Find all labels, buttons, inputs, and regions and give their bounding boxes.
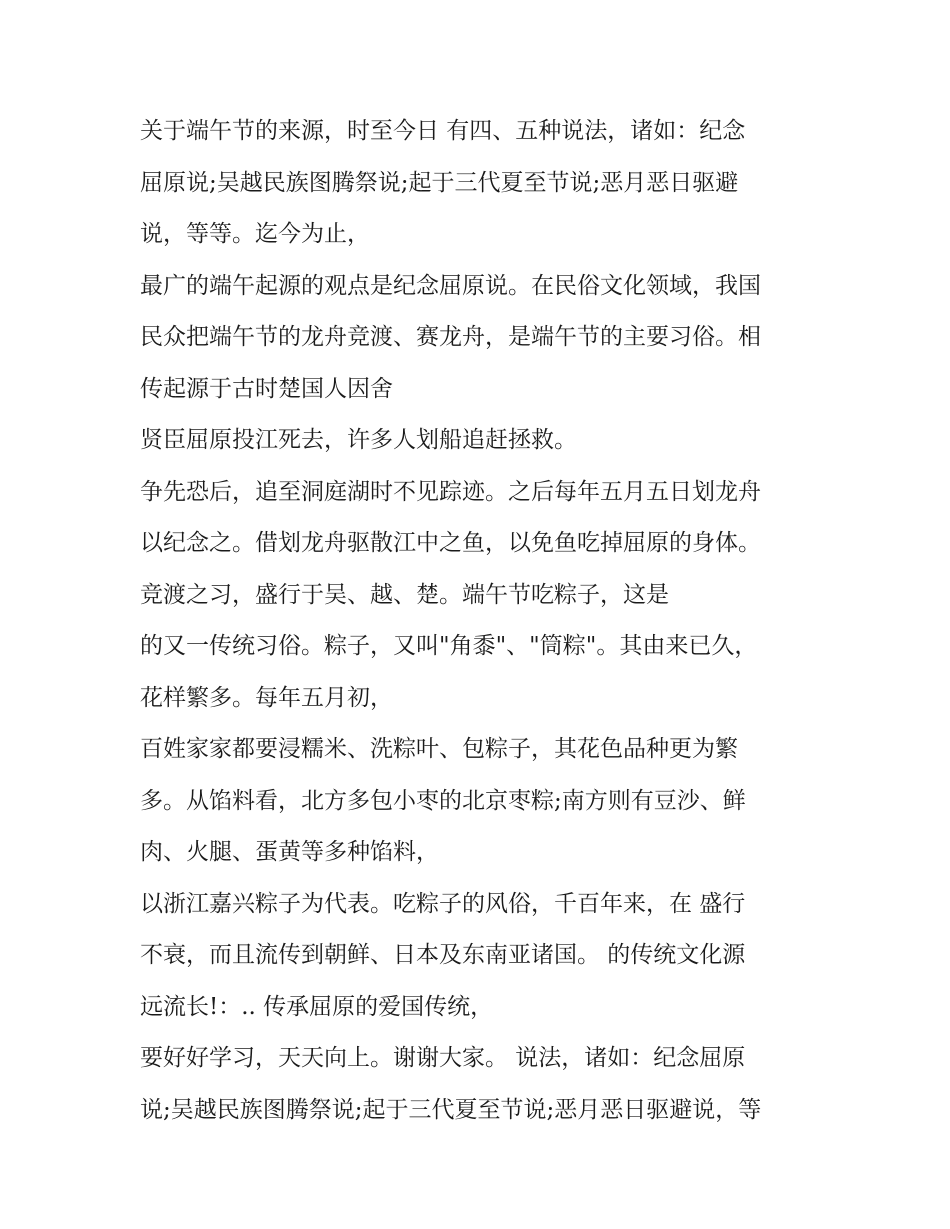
text-line: 传起源于古时楚国人因舍 [140, 375, 393, 402]
text-line: 不衰，而且流传到朝鲜、日本及东南亚诸国。 的传统文化源 [140, 942, 746, 968]
text-line: 多。从馅料看，北方多包小枣的北京枣粽;南方则有豆沙、鲜 [140, 787, 746, 814]
text-line: 争先恐后，追至洞庭湖时不见踪迹。之后每年五月五日划龙舟 [140, 478, 761, 505]
text-line: 要好好学习，天天向上。谢谢大家。 说法，诸如：纪念屈原 [140, 1045, 746, 1071]
text-line: 花样繁多。每年五月初， [140, 684, 393, 711]
text-line: 以浙江嘉兴粽子为代表。吃粽子的风俗，千百年来，在 盛行 [140, 890, 746, 917]
text-line: 肉、火腿、蛋黄等多种馅料， [140, 839, 439, 865]
text-line: 的又一传统习俗。粽子，又叫"角黍"、"筒粽"。其由来已久， [140, 633, 758, 659]
text-line: 竞渡之习，盛行于吴、越、楚。端午节吃粽子，这是 [140, 581, 669, 608]
text-line: 以纪念之。借划龙舟驱散江中之鱼，以免鱼吃掉屈原的身体。 [140, 530, 761, 556]
text-line: 远流长!：.. 传承屈原的爱国传统， [140, 993, 494, 1020]
text-line: 关于端午节的来源，时至今日 有四、五种说法，诸如：纪念 [140, 118, 746, 144]
text-line: 屈原说;吴越民族图腾祭说;起于三代夏至节说;恶月恶日驱避 [140, 169, 739, 196]
document-body [140, 106, 830, 1136]
text-line: 民众把端午节的龙舟竞渡、赛龙舟，是端午节的主要习俗。相 [140, 324, 761, 350]
text-line: 说;吴越民族图腾祭说;起于三代夏至节说;恶月恶日驱避说，等 [140, 1096, 762, 1123]
text-line: 最广的端午起源的观点是纪念屈原说。在民俗文化领域，我国 [140, 272, 761, 299]
text-line: 说，等等。迄今为止， [140, 221, 370, 247]
text-line: 贤臣屈原投江死去，许多人划船追赶拯救。 [140, 427, 577, 453]
text-line: 百姓家家都要浸糯米、洗粽叶、包粽子，其花色品种更为繁 [140, 736, 738, 762]
